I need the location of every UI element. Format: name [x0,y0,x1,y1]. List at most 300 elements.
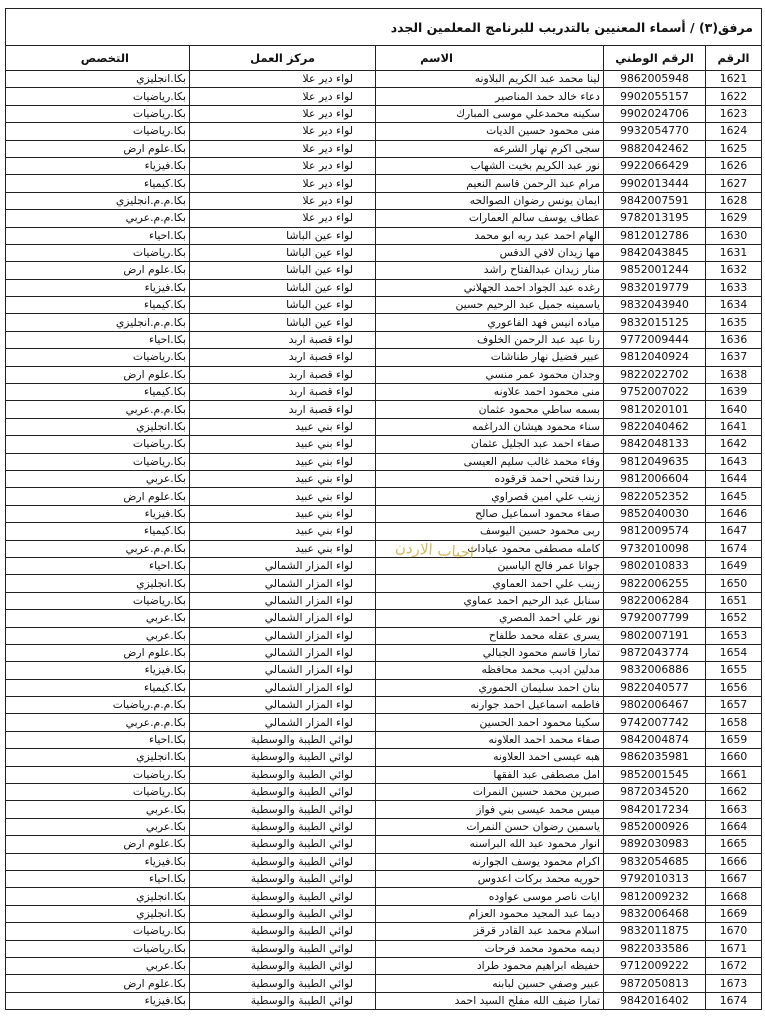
specialization-cell: بكا.انجليزي [6,905,190,922]
name-cell: تمارا ضيف الله مفلح السيد احمد [376,992,604,1009]
row-number-cell: 1637 [706,349,762,366]
name-cell: اسلام محمد عبد القادر قرقز [376,923,604,940]
table-row [6,349,762,366]
national-id-cell: 9852001545 [604,766,706,783]
name-cell: ايات ناصر موسى عواوده [376,888,604,905]
row-number-cell: 1633 [706,279,762,296]
name-cell: جوانا عمر فالح الياسين [376,557,604,574]
national-id-cell: 9732010098 [604,540,706,557]
row-number-cell: 1632 [706,262,762,279]
row-number-cell: 1646 [706,505,762,522]
work-center-cell: لواء المزار الشمالي [190,714,376,731]
name-cell: سجى اكرم نهار الشرعه [376,140,604,157]
work-center-cell: لواء بني عبيد [190,488,376,505]
name-cell: سكينه محمدعلي موسى المبارك [376,105,604,122]
specialization-cell: بكا.كيمياء [6,384,190,401]
specialization-cell: بكا.انجليزي [6,888,190,905]
name-cell: مها زيدان لافي الدقس [376,244,604,261]
table-row [6,731,762,748]
name-cell: حفيظه ابراهيم محمود طراد [376,957,604,974]
row-number-cell: 1669 [706,905,762,922]
table-row [6,662,762,679]
row-number-cell: 1622 [706,88,762,105]
specialization-cell: بكا.كيمياء [6,297,190,314]
national-id-cell: 9832006886 [604,662,706,679]
specialization-cell: بكا.م.م.انجليزي [6,192,190,209]
table-body [6,71,762,1010]
national-id-cell: 9802006467 [604,697,706,714]
name-cell: وجدان محمود عمر منسي [376,366,604,383]
table-row [6,679,762,696]
name-cell: كامله مصطفى محمود عيادات [376,540,604,557]
specialization-cell: بكا.علوم ارض [6,975,190,992]
table-row [6,957,762,974]
national-id-cell: 9832011875 [604,923,706,940]
work-center-cell: لوائي الطيبة والوسطية [190,888,376,905]
national-id-cell: 9802010833 [604,557,706,574]
work-center-cell: لواء قصبة اربد [190,384,376,401]
table-row [6,610,762,627]
trainees-table [5,8,762,1010]
table-row [6,244,762,261]
national-id-cell: 9822022702 [604,366,706,383]
national-id-cell: 9862035981 [604,749,706,766]
work-center-cell: لواء المزار الشمالي [190,592,376,609]
specialization-cell: بكا.رياضيات [6,453,190,470]
table-row [6,105,762,122]
table-row [6,818,762,835]
name-cell: صبرين محمد حسين النمرات [376,784,604,801]
national-id-cell: 9862005948 [604,71,706,88]
table-row [6,749,762,766]
name-cell: سنابل عبد الرحيم احمد عماوي [376,592,604,609]
specialization-cell: بكا.عربي [6,470,190,487]
row-number-cell: 1663 [706,801,762,818]
national-id-cell: 9742007742 [604,714,706,731]
table-row [6,88,762,105]
table-row [6,314,762,331]
specialization-cell: بكا.كيمياء [6,523,190,540]
name-cell: عبير وصفي حسين لبابنه [376,975,604,992]
row-number-cell: 1644 [706,470,762,487]
row-number-cell: 1674 [706,992,762,1009]
table-row [6,992,762,1009]
national-id-cell: 9812040924 [604,349,706,366]
work-center-cell: لواء دير علا [190,71,376,88]
table-row [6,836,762,853]
table-row [6,279,762,296]
work-center-cell: لواء دير علا [190,123,376,140]
table-row [6,453,762,470]
work-center-cell: لوائي الطيبة والوسطية [190,836,376,853]
table-row [6,331,762,348]
name-cell: ميس محمد عيسى بني فواز [376,801,604,818]
specialization-cell: بكا.انجليزي [6,575,190,592]
title-row [6,9,762,46]
specialization-cell: بكا.رياضيات [6,88,190,105]
work-center-cell: لوائي الطيبة والوسطية [190,818,376,835]
specialization-cell: بكا.احياء [6,557,190,574]
name-cell: عطاف يوسف سالم العمارات [376,210,604,227]
header-number: الرقم [706,46,762,71]
specialization-cell: بكا.رياضيات [6,349,190,366]
specialization-cell: بكا.رياضيات [6,244,190,261]
row-number-cell: 1658 [706,714,762,731]
table-row [6,297,762,314]
specialization-cell: بكا.رياضيات [6,123,190,140]
national-id-cell: 9842004874 [604,731,706,748]
specialization-cell: بكا.علوم ارض [6,366,190,383]
work-center-cell: لوائي الطيبة والوسطية [190,766,376,783]
national-id-cell: 9772009444 [604,331,706,348]
row-number-cell: 1657 [706,697,762,714]
name-cell: فاطمه اسماعيل احمد جوارنه [376,697,604,714]
work-center-cell: لواء دير علا [190,140,376,157]
name-cell: بنان احمد سليمان الحموري [376,679,604,696]
row-number-cell: 1653 [706,627,762,644]
specialization-cell: بكا.احياء [6,870,190,887]
row-number-cell: 1642 [706,436,762,453]
specialization-cell: بكا.م.م.رياضيات [6,697,190,714]
table-row [6,540,762,557]
work-center-cell: لواء عين الباشا [190,279,376,296]
row-number-cell: 1664 [706,818,762,835]
row-number-cell: 1665 [706,836,762,853]
name-cell: مرام عبد الرحمن قاسم النعيم [376,175,604,192]
watermark-text: احباب الاردن [394,538,475,562]
work-center-cell: لواء قصبة اربد [190,331,376,348]
specialization-cell: بكا.احياء [6,731,190,748]
row-number-cell: 1638 [706,366,762,383]
national-id-cell: 9842016402 [604,992,706,1009]
work-center-cell: لوائي الطيبة والوسطية [190,940,376,957]
work-center-cell: لوائي الطيبة والوسطية [190,801,376,818]
national-id-cell: 9812049635 [604,453,706,470]
name-cell: دعاء خالد حمد المناصير [376,88,604,105]
header-row [6,46,762,71]
specialization-cell: بكا.فيزياء [6,157,190,174]
specialization-cell: بكا.عربي [6,801,190,818]
name-cell: الهام احمد عبد ربه ابو محمد [376,227,604,244]
work-center-cell: لوائي الطيبة والوسطية [190,975,376,992]
attachment-sheet [5,8,761,1010]
row-number-cell: 1628 [706,192,762,209]
national-id-cell: 9832043940 [604,297,706,314]
table-row [6,523,762,540]
national-id-cell: 9812009232 [604,888,706,905]
specialization-cell: بكا.انجليزي [6,418,190,435]
work-center-cell: لواء عين الباشا [190,244,376,261]
row-number-cell: 1661 [706,766,762,783]
work-center-cell: لواء المزار الشمالي [190,575,376,592]
table-row [6,801,762,818]
specialization-cell: بكا.انجليزي [6,71,190,88]
specialization-cell: بكا.علوم ارض [6,488,190,505]
name-cell: امل مصطفى عبد الفقها [376,766,604,783]
specialization-cell: بكا.رياضيات [6,940,190,957]
national-id-cell: 9872034520 [604,784,706,801]
work-center-cell: لواء المزار الشمالي [190,679,376,696]
row-number-cell: 1647 [706,523,762,540]
work-center-cell: لواء المزار الشمالي [190,644,376,661]
table-row [6,140,762,157]
specialization-cell: بكا.احياء [6,331,190,348]
national-id-cell: 9812006604 [604,470,706,487]
row-number-cell: 1656 [706,679,762,696]
name-cell: رنا عيد عبد الرحمن الخلوف [376,331,604,348]
work-center-cell: لواء دير علا [190,210,376,227]
work-center-cell: لواء المزار الشمالي [190,557,376,574]
name-cell: ياسمين رضوان حسن النمرات [376,818,604,835]
table-row [6,592,762,609]
national-id-cell: 9752007022 [604,384,706,401]
name-cell: نور عبد الكريم بخيت الشهاب [376,157,604,174]
national-id-cell: 9822033586 [604,940,706,957]
table-row [6,401,762,418]
table-row [6,262,762,279]
row-number-cell: 1629 [706,210,762,227]
specialization-cell: بكا.رياضيات [6,784,190,801]
name-cell: وفاء محمد غالب سليم العيسى [376,453,604,470]
work-center-cell: لواء دير علا [190,88,376,105]
specialization-cell: بكا.فيزياء [6,992,190,1009]
national-id-cell: 9832019779 [604,279,706,296]
work-center-cell: لوائي الطيبة والوسطية [190,923,376,940]
table-row [6,714,762,731]
specialization-cell: بكا.م.م.عربي [6,401,190,418]
specialization-cell: بكا.رياضيات [6,105,190,122]
row-number-cell: 1635 [706,314,762,331]
national-id-cell: 9822040462 [604,418,706,435]
row-number-cell: 1652 [706,610,762,627]
national-id-cell: 9822006255 [604,575,706,592]
work-center-cell: لواء عين الباشا [190,314,376,331]
national-id-cell: 9902013444 [604,175,706,192]
name-cell: صفاء محمود اسماعيل صالح [376,505,604,522]
name-cell: عبير فضيل نهار طناشات [376,349,604,366]
table-row [6,227,762,244]
row-number-cell: 1631 [706,244,762,261]
specialization-cell: بكا.عربي [6,610,190,627]
row-number-cell: 1643 [706,453,762,470]
specialization-cell: بكا.كيمياء [6,175,190,192]
national-id-cell: 9832054685 [604,853,706,870]
work-center-cell: لواء دير علا [190,175,376,192]
table-row [6,192,762,209]
national-id-cell: 9842048133 [604,436,706,453]
name-cell: زينب علي احمد العماوي [376,575,604,592]
row-number-cell: 1672 [706,957,762,974]
table-row [6,366,762,383]
row-number-cell: 1641 [706,418,762,435]
national-id-cell: 9902024706 [604,105,706,122]
work-center-cell: لواء المزار الشمالي [190,662,376,679]
header-specialization: التخصص [6,46,190,71]
specialization-cell: بكا.فيزياء [6,279,190,296]
row-number-cell: 1660 [706,749,762,766]
work-center-cell: لوائي الطيبة والوسطية [190,870,376,887]
work-center-cell: لواء دير علا [190,105,376,122]
national-id-cell: 9872050813 [604,975,706,992]
name-cell: منى محمود حسين الديات [376,123,604,140]
table-row [6,505,762,522]
row-number-cell: 1655 [706,662,762,679]
row-number-cell: 1640 [706,401,762,418]
table-row [6,940,762,957]
specialization-cell: بكا.كيمياء [6,679,190,696]
table-row [6,697,762,714]
specialization-cell: بكا.فيزياء [6,505,190,522]
row-number-cell: 1624 [706,123,762,140]
row-number-cell: 1650 [706,575,762,592]
table-row [6,210,762,227]
row-number-cell: 1649 [706,557,762,574]
work-center-cell: لواء المزار الشمالي [190,627,376,644]
table-row [6,853,762,870]
national-id-cell: 9812020101 [604,401,706,418]
name-cell: رندا فتحي احمد قرقوده [376,470,604,487]
document-title: مرفق(٣) / أسماء المعنيين بالتدريب للبرنامج المعلمين الجدد [6,9,762,46]
national-id-cell: 9822040577 [604,679,706,696]
table-row [6,888,762,905]
work-center-cell: لواء بني عبيد [190,470,376,487]
national-id-cell: 9832006468 [604,905,706,922]
name-cell: صفاء محمد احمد العلاونه [376,731,604,748]
national-id-cell: 9852001244 [604,262,706,279]
row-number-cell: 1651 [706,592,762,609]
national-id-cell: 9822052352 [604,488,706,505]
table-row [6,905,762,922]
work-center-cell: لواء قصبة اربد [190,349,376,366]
national-id-cell: 9832015125 [604,314,706,331]
row-number-cell: 1673 [706,975,762,992]
row-number-cell: 1636 [706,331,762,348]
specialization-cell: بكا.رياضيات [6,592,190,609]
work-center-cell: لواء دير علا [190,157,376,174]
name-cell: منار زيدان عبدالفتاح راشد [376,262,604,279]
work-center-cell: لوائي الطيبة والوسطية [190,992,376,1009]
name-cell: مياده انيس فهد الفاعوري [376,314,604,331]
table-row [6,488,762,505]
national-id-cell: 9932054770 [604,123,706,140]
name-cell: رغده عبد الجواد احمد الجهلاني [376,279,604,296]
table-row [6,436,762,453]
work-center-cell: لواء المزار الشمالي [190,610,376,627]
row-number-cell: 1645 [706,488,762,505]
name-cell: بسمه ساطي محمود عثمان [376,401,604,418]
name-cell: زينب علي امين قصراوي [376,488,604,505]
national-id-cell: 9812009574 [604,523,706,540]
row-number-cell: 1654 [706,644,762,661]
table-row [6,71,762,88]
name-cell: تمارا قاسم محمود الجبالي [376,644,604,661]
work-center-cell: لواء بني عبيد [190,453,376,470]
national-id-cell: 9872043774 [604,644,706,661]
row-number-cell: 1670 [706,923,762,940]
work-center-cell: لواء المزار الشمالي [190,697,376,714]
table-row [6,123,762,140]
name-cell: انوار محمود عبد الله البراسنه [376,836,604,853]
table-row [6,766,762,783]
table-row [6,644,762,661]
specialization-cell: بكا.م.م.انجليزي [6,314,190,331]
row-number-cell: 1668 [706,888,762,905]
name-cell: منى محمود احمد علاونه [376,384,604,401]
work-center-cell: لواء بني عبيد [190,523,376,540]
name-cell: سكينا محمود احمد الحسين [376,714,604,731]
name-cell: مدلين اديب محمد محافظه [376,662,604,679]
national-id-cell: 9902055157 [604,88,706,105]
work-center-cell: لواء عين الباشا [190,262,376,279]
national-id-cell: 9882042462 [604,140,706,157]
work-center-cell: لواء قصبة اربد [190,366,376,383]
specialization-cell: بكا.فيزياء [6,853,190,870]
header-name: الاسم [376,46,604,71]
work-center-cell: لوائي الطيبة والوسطية [190,784,376,801]
table-row [6,418,762,435]
specialization-cell: بكا.علوم ارض [6,836,190,853]
table-row [6,627,762,644]
name-cell: هبه عيسى احمد العلاونه [376,749,604,766]
row-number-cell: 1621 [706,71,762,88]
specialization-cell: بكا.م.م.عربي [6,714,190,731]
specialization-cell: بكا.م.م.عربي [6,540,190,557]
specialization-cell: بكا.احياء [6,227,190,244]
header-work-center: مركز العمل [190,46,376,71]
row-number-cell: 1659 [706,731,762,748]
work-center-cell: لواء عين الباشا [190,297,376,314]
name-cell: لينا محمد عبد الكريم البلاونه [376,71,604,88]
specialization-cell: بكا.علوم ارض [6,262,190,279]
national-id-cell: 9782013195 [604,210,706,227]
table-row [6,975,762,992]
row-number-cell: 1667 [706,870,762,887]
header-national-id: الرقم الوطني [604,46,706,71]
national-id-cell: 9712009222 [604,957,706,974]
national-id-cell: 9852000926 [604,818,706,835]
name-cell: سناء محمود هيشان الدراغمه [376,418,604,435]
specialization-cell: بكا.انجليزي [6,749,190,766]
specialization-cell: بكا.علوم ارض [6,140,190,157]
work-center-cell: لواء عين الباشا [190,227,376,244]
national-id-cell: 9922066429 [604,157,706,174]
work-center-cell: لوائي الطيبة والوسطية [190,749,376,766]
name-cell: يسرى عقله محمد طلفاح [376,627,604,644]
table-row [6,470,762,487]
row-number-cell: 1626 [706,157,762,174]
work-center-cell: لواء قصبة اربد [190,401,376,418]
national-id-cell: 9802007191 [604,627,706,644]
national-id-cell: 9792007799 [604,610,706,627]
specialization-cell: بكا.عربي [6,957,190,974]
work-center-cell: لواء بني عبيد [190,540,376,557]
table-row [6,384,762,401]
work-center-cell: لواء بني عبيد [190,418,376,435]
name-cell: حوريه محمد بركات اعدوس [376,870,604,887]
specialization-cell: بكا.فيزياء [6,662,190,679]
table-row [6,870,762,887]
row-number-cell: 1625 [706,140,762,157]
national-id-cell: 9842007591 [604,192,706,209]
work-center-cell: لواء دير علا [190,192,376,209]
work-center-cell: لوائي الطيبة والوسطية [190,853,376,870]
name-cell: ربى محمود حسين اليوسف [376,523,604,540]
table-row [6,575,762,592]
name-cell: صفاء احمد عبد الجليل عثمان [376,436,604,453]
row-number-cell: 1674 [706,540,762,557]
row-number-cell: 1662 [706,784,762,801]
row-number-cell: 1671 [706,940,762,957]
